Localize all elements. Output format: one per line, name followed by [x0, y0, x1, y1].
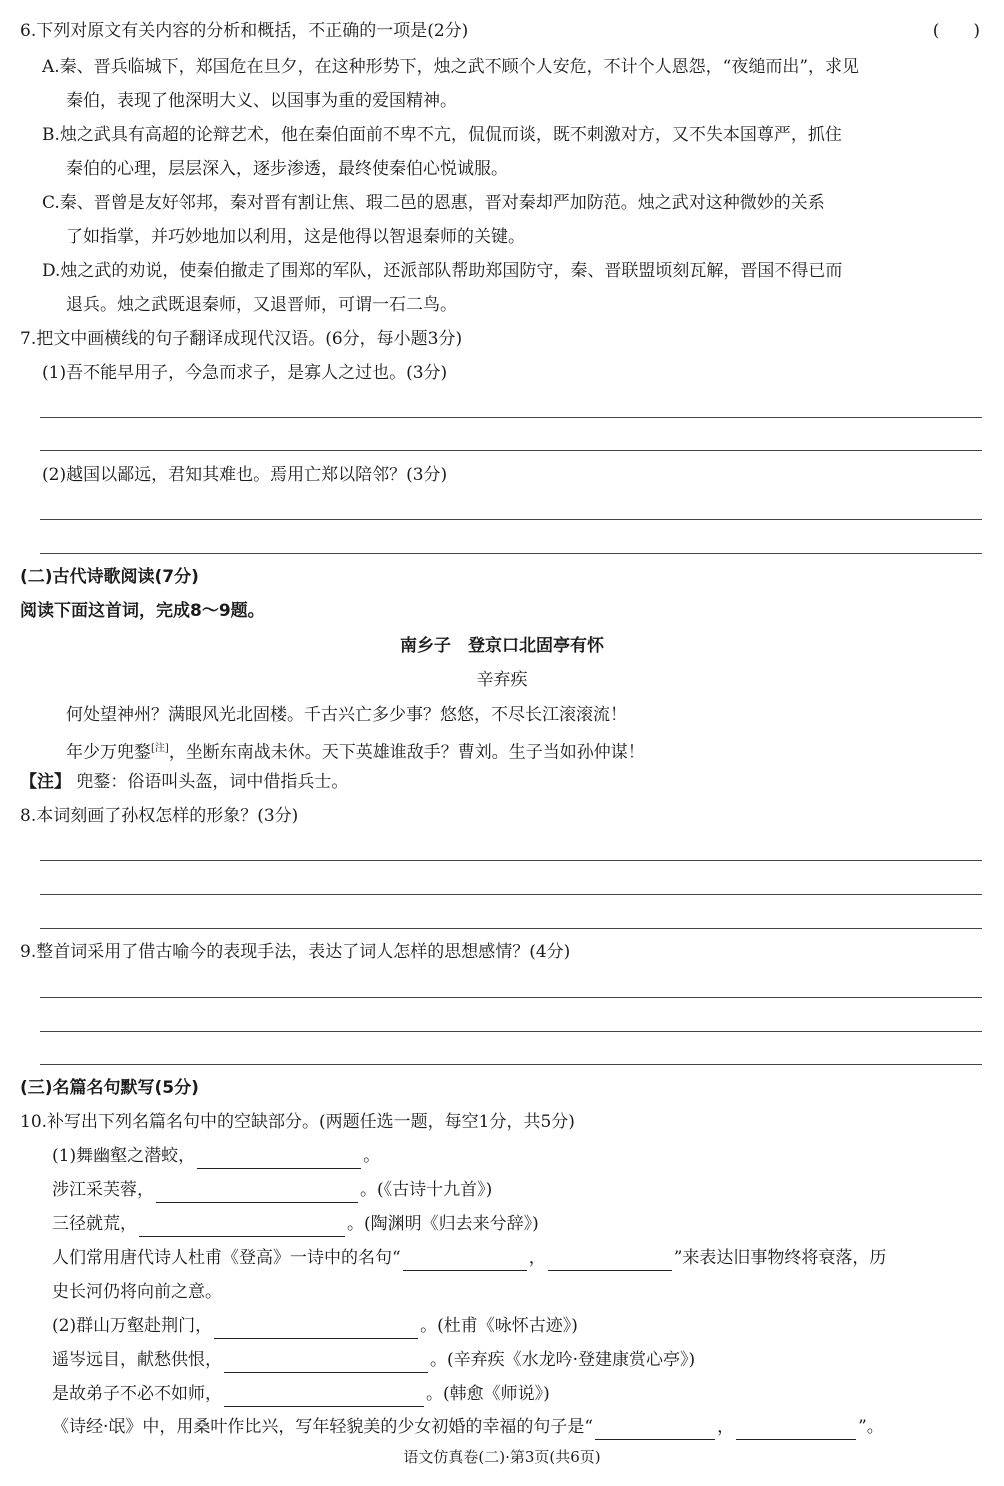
q6-option-c-line1: C.秦、晋曾是友好邻邦，秦对晋有割让焦、瑕二邑的恩惠，晋对秦却严加防范。烛之武对这种微妙的关系 [42, 193, 825, 213]
fill-blank[interactable] [224, 1388, 424, 1407]
fill-line-b3: 是故弟子不必不如师， 。(韩愈《师说》) [52, 1381, 1004, 1407]
q6-option-a-line2: 秦伯，表现了他深明大义、以国事为重的爱国精神。 [66, 91, 457, 111]
poem-author: 辛弃疾 [476, 670, 528, 690]
poem-line-1: 何处望神州？满眼风光北固楼。千古兴亡多少事？悠悠，不尽长江滚滚流！ [66, 705, 627, 725]
answer-line[interactable] [40, 1031, 982, 1032]
q6-option-b-line2: 秦伯的心理，层层深入，逐步渗透，最终使秦伯心悦诚服。 [66, 159, 508, 179]
poem-note [20, 769, 1004, 795]
q9-stem: 9.整首词采用了借古喻今的表现手法，表达了词人怎样的思想感情？(4分) [20, 942, 571, 962]
answer-line[interactable] [40, 417, 982, 418]
q7-sentence-2: (2)越国以鄙远，君知其难也。焉用亡郑以陪邻？(3分) [42, 465, 448, 485]
answer-line[interactable] [40, 450, 982, 451]
fill-line-a4-cont: 史长河仍将向前之意。 [52, 1282, 222, 1302]
section-instruction: 阅读下面这首词，完成8～9题。 [20, 601, 265, 621]
poem-line-2-part-b: ，坐断东南战未休。天下英雄谁敌手？曹刘。生子当如孙仲谋！ [168, 742, 645, 763]
fill-blank[interactable] [403, 1252, 527, 1271]
section-heading-recitation: (三)名篇名句默写(5分) [20, 1078, 199, 1098]
fill-blank[interactable] [224, 1354, 428, 1373]
poem-line-2 [66, 736, 1004, 766]
q6-stem: 6.下列对原文有关内容的分析和概括，不正确的一项是(2分) [20, 21, 469, 41]
q7-stem: 7.把文中画横线的句子翻译成现代汉语。(6分，每小题3分) [20, 329, 463, 349]
section-heading-poetry: (二)古代诗歌阅读(7分) [20, 567, 199, 587]
answer-line[interactable] [40, 928, 982, 929]
q6-option-c-line2: 了如指掌，并巧妙地加以利用，这是他得以智退秦师的关键。 [66, 227, 525, 247]
fill-line-a4: 人们常用唐代诗人杜甫《登高》一诗中的名句“ ， ”来表达旧事物终将衰落，历 [52, 1245, 1004, 1271]
q10-stem: 10.补写出下列名篇名句中的空缺部分。(两题任选一题，每空1分，共5分) [20, 1112, 575, 1132]
answer-paren: ( ) [932, 21, 980, 41]
q6-option-d-line1: D.烛之武的劝说，使秦伯撤走了围郑的军队，还派部队帮助郑国防守，秦、晋联盟顷刻瓦解，晋国不得已而 [42, 261, 843, 281]
q6-option-a-line1: A.秦、晋兵临城下，郑国危在旦夕，在这种形势下，烛之武不顾个人安危，不计个人恩怨，“夜缒而出”，求见 [42, 57, 860, 77]
answer-line[interactable] [40, 894, 982, 895]
fill-line-a2: 涉江采芙蓉， 。(《古诗十九首》) [52, 1177, 1004, 1203]
fill-blank[interactable] [548, 1252, 672, 1271]
page-footer: 语文仿真卷(二)·第3页(共6页) [403, 1448, 601, 1466]
fill-blank[interactable] [139, 1218, 345, 1237]
fill-line-b1: (2)群山万壑赴荆门， 。(杜甫《咏怀古迹》) [52, 1313, 1004, 1339]
answer-line[interactable] [40, 553, 982, 554]
answer-line[interactable] [40, 1064, 982, 1065]
note-text: 兜鍪：俗语叫头盔，词中借指兵士。 [76, 772, 349, 792]
poem-line-2-part-a: 年少万兜鍪 [66, 742, 151, 763]
answer-line[interactable] [40, 519, 982, 520]
fill-line-b4: 《诗经·氓》中，用桑叶作比兴，写年轻貌美的少女初婚的幸福的句子是“ ， ”。 [52, 1414, 1004, 1440]
poem-title: 南乡子 登京口北固亭有怀 [400, 636, 604, 656]
note-marker: [注] [151, 743, 169, 754]
note-label: 【注】 [20, 772, 71, 792]
fill-blank[interactable] [197, 1150, 361, 1169]
q8-stem: 8.本词刻画了孙权怎样的形象？(3分) [20, 806, 299, 826]
fill-line-a1: (1)舞幽壑之潜蛟， 。 [52, 1143, 1004, 1169]
fill-blank[interactable] [595, 1421, 715, 1440]
q6-option-b-line1: B.烛之武具有高超的论辩艺术，他在秦伯面前不卑不亢，侃侃而谈，既不刺激对方，又不失本国尊严，抓住 [42, 125, 842, 145]
q7-sentence-1: (1)吾不能早用子，今急而求子，是寡人之过也。(3分) [42, 363, 448, 383]
q6-option-d-line2: 退兵。烛之武既退秦师，又退晋师，可谓一石二鸟。 [66, 295, 457, 315]
fill-line-a3: 三径就荒， 。(陶渊明《归去来兮辞》) [52, 1211, 1004, 1237]
answer-line[interactable] [40, 860, 982, 861]
fill-blank[interactable] [156, 1184, 358, 1203]
fill-line-b2: 遥岑远目，献愁供恨， 。(辛弃疾《水龙吟·登建康赏心亭》) [52, 1347, 1004, 1373]
fill-blank[interactable] [736, 1421, 856, 1440]
answer-line[interactable] [40, 997, 982, 998]
fill-blank[interactable] [214, 1320, 418, 1339]
